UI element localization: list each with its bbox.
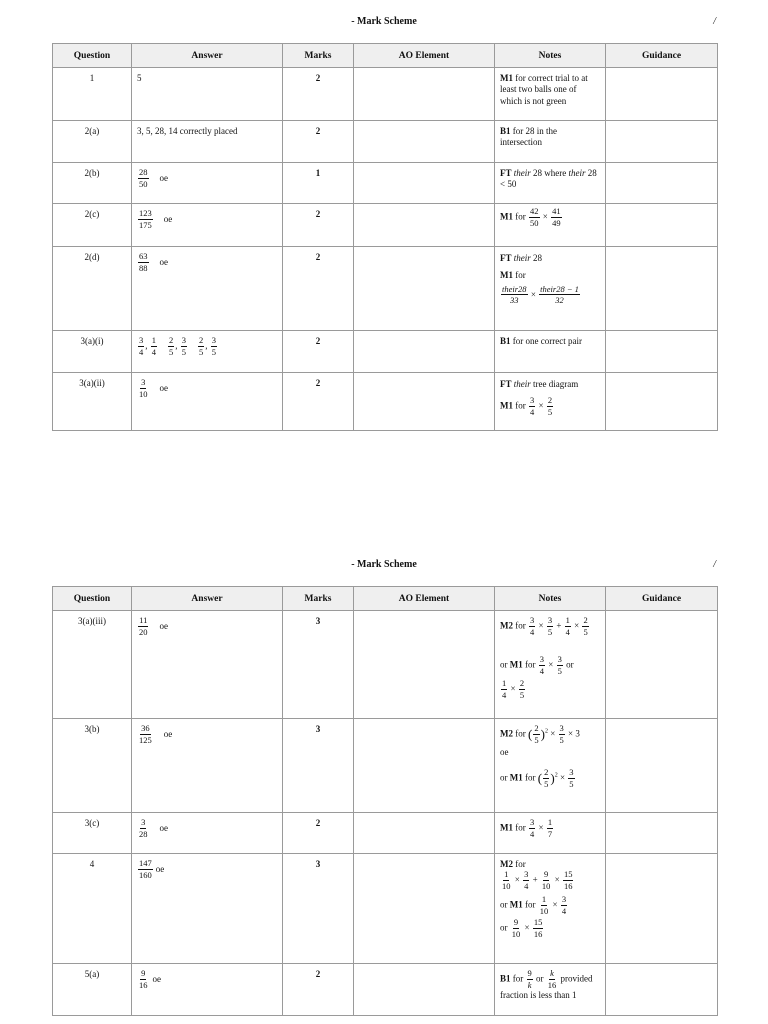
notes-cell: M2 for $\frac{3}{4}$ × $\frac{3}{5}$ + $\frac{1}{4}$ × $\frac{2}{5}$ or M1 for $\frac{3}{4}$ × $\frac{3}{5}$ or $\frac{1}{4}$ × $\frac{2}{5}$ [495,611,606,719]
answer-cell: $\frac{3}{4}$ , $\frac{1}{4}$ $\frac{2}{5}$ , $\frac{3}{5}$ $\frac{2}{5}$ , $\frac{3}{5}$ [132,331,283,373]
marks-cell: 2 [283,204,354,247]
column-header-question: Question [53,587,132,611]
question-cell: 3(a)(ii) [53,373,132,431]
ao-element-cell [354,121,495,163]
column-header-answer: Answer [132,44,283,68]
column-header-marks: Marks [283,44,354,68]
guidance-cell [606,247,718,331]
ao-element-cell [354,373,495,431]
guidance-cell [606,964,718,1016]
notes-cell: M2 for ( $\frac{2}{5}$ )$^2$ × $\frac{3}{5}$ × 3 oe or M1 for ( $\frac{2}{5}$ )$^2$ × $\frac{3}{5}$ [495,719,606,813]
mark-scheme-page-2 [0,557,768,1024]
marks-cell: 2 [283,373,354,431]
question-cell: 4 [53,854,132,964]
marks-cell: 2 [283,247,354,331]
answer-cell: $\frac{147}{160}$ oe [132,854,283,964]
page-header [0,557,768,577]
answer-cell: $\frac{123}{175}$ oe [132,204,283,247]
question-cell: 3(b) [53,719,132,813]
guidance-cell [606,854,718,964]
answer-cell: $\frac{3}{28}$ oe [132,813,283,854]
question-cell: 1 [53,68,132,121]
table-row [53,854,718,964]
notes-cell: M1 for $\frac{3}{4}$ × $\frac{1}{7}$ [495,813,606,854]
ao-element-cell [354,719,495,813]
answer-fraction: $\frac{28}{50}$ [139,167,148,189]
guidance-cell [606,121,718,163]
marks-cell: 3 [283,611,354,719]
marks-cell: 2 [283,121,354,163]
question-cell: 3(c) [53,813,132,854]
question-cell: 2(d) [53,247,132,331]
table-row [53,964,718,1016]
answer-fraction: $\frac{3}{10}$ [139,377,148,399]
notes-cell: M1 for $\frac{42}{50}$ × $\frac{41}{49}$ [495,204,606,247]
column-header-guidance: Guidance [606,44,718,68]
question-cell: 5(a) [53,964,132,1016]
question-cell: 3(a)(i) [53,331,132,373]
column-header-ao-element: AO Element [354,44,495,68]
guidance-cell [606,163,718,204]
ao-element-cell [354,68,495,121]
answer-cell: $\frac{63}{88}$ oe [132,247,283,331]
answer-fraction: $\frac{11}{20}$ [139,615,148,637]
question-cell: 2(a) [53,121,132,163]
notes-cell: B1 for one correct pair [495,331,606,373]
ao-element-cell [354,247,495,331]
marks-cell: 1 [283,163,354,204]
table-row [53,373,718,431]
notes-cell: B1 for 28 in the intersection [495,121,606,163]
table-row [53,121,718,163]
page-title: - Mark Scheme [351,559,417,570]
ao-element-cell [354,204,495,247]
answer-cell: $\frac{11}{20}$ oe [132,611,283,719]
guidance-cell [606,331,718,373]
ao-element-cell [354,964,495,1016]
table-row [53,611,718,719]
guidance-cell [606,204,718,247]
marks-cell: 2 [283,964,354,1016]
column-header-marks: Marks [283,587,354,611]
table-row [53,247,718,331]
ao-element-cell [354,813,495,854]
page-header-slash: / [713,559,716,570]
notes-cell: M1 for correct trial to at least two balls one of which is not green [495,68,606,121]
marks-cell: 3 [283,719,354,813]
marks-cell: 2 [283,813,354,854]
answer-cell: $\frac{36}{125}$ oe [132,719,283,813]
answer-fraction: $\frac{36}{125}$ [139,723,152,745]
notes-cell: FT their 28 M1 for their28 33 × their28 − 1 32 [495,247,606,331]
ao-element-cell [354,163,495,204]
answer-cell: $\frac{9}{16}$ oe [132,964,283,1016]
question-cell: 2(b) [53,163,132,204]
table-row [53,163,718,204]
answer-cell: 5 [132,68,283,121]
table-header-row [53,44,718,68]
table-row [53,331,718,373]
page-header-slash: / [713,16,716,27]
ao-element-cell [354,331,495,373]
table-header-row [53,587,718,611]
marks-cell: 2 [283,68,354,121]
column-header-question: Question [53,44,132,68]
marks-cell: 2 [283,331,354,373]
guidance-cell [606,373,718,431]
answer-cell: $\frac{28}{50}$ oe [132,163,283,204]
page-title: - Mark Scheme [351,16,417,27]
table-row [53,68,718,121]
page-header [0,14,768,34]
question-cell: 3(a)(iii) [53,611,132,719]
answer-fraction: $\frac{147}{160}$ [139,858,152,880]
mark-scheme-page-1 [0,14,768,444]
notes-cell: FT their tree diagram M1 for $\frac{3}{4}$ × $\frac{2}{5}$ [495,373,606,431]
column-header-ao-element: AO Element [354,587,495,611]
table-row [53,719,718,813]
answer-fraction: $\frac{9}{16}$ [139,968,148,990]
notes-cell: M2 for $\frac{1}{10}$ × $\frac{3}{4}$ + $\frac{9}{10}$ × $\frac{15}{16}$ or M1 for $\frac{1}{10}$ × $\frac{3}{4}$ or $\frac{9}{10}$ × $\frac{15}{16}$ [495,854,606,964]
column-header-notes: Notes [495,44,606,68]
question-cell: 2(c) [53,204,132,247]
ao-element-cell [354,611,495,719]
guidance-cell [606,68,718,121]
ao-element-cell [354,854,495,964]
marks-cell: 3 [283,854,354,964]
guidance-cell [606,611,718,719]
table-row [53,813,718,854]
answer-fraction: $\frac{123}{175}$ [139,208,152,230]
answer-fraction: $\frac{3}{28}$ [139,817,148,839]
guidance-cell [606,813,718,854]
mark-scheme-table [52,43,718,431]
column-header-notes: Notes [495,587,606,611]
table-row [53,204,718,247]
mark-scheme-table [52,586,718,1016]
answer-fraction: $\frac{63}{88}$ [139,251,148,273]
column-header-answer: Answer [132,587,283,611]
guidance-cell [606,719,718,813]
column-header-guidance: Guidance [606,587,718,611]
answer-cell: $\frac{3}{10}$ oe [132,373,283,431]
notes-cell: B1 for $\frac{9}{k}$ or $\frac{k}{16}$ provided fraction is less than 1 [495,964,606,1016]
answer-cell: 3, 5, 28, 14 correctly placed [132,121,283,163]
notes-cell: FT their 28 where their 28 < 50 [495,163,606,204]
